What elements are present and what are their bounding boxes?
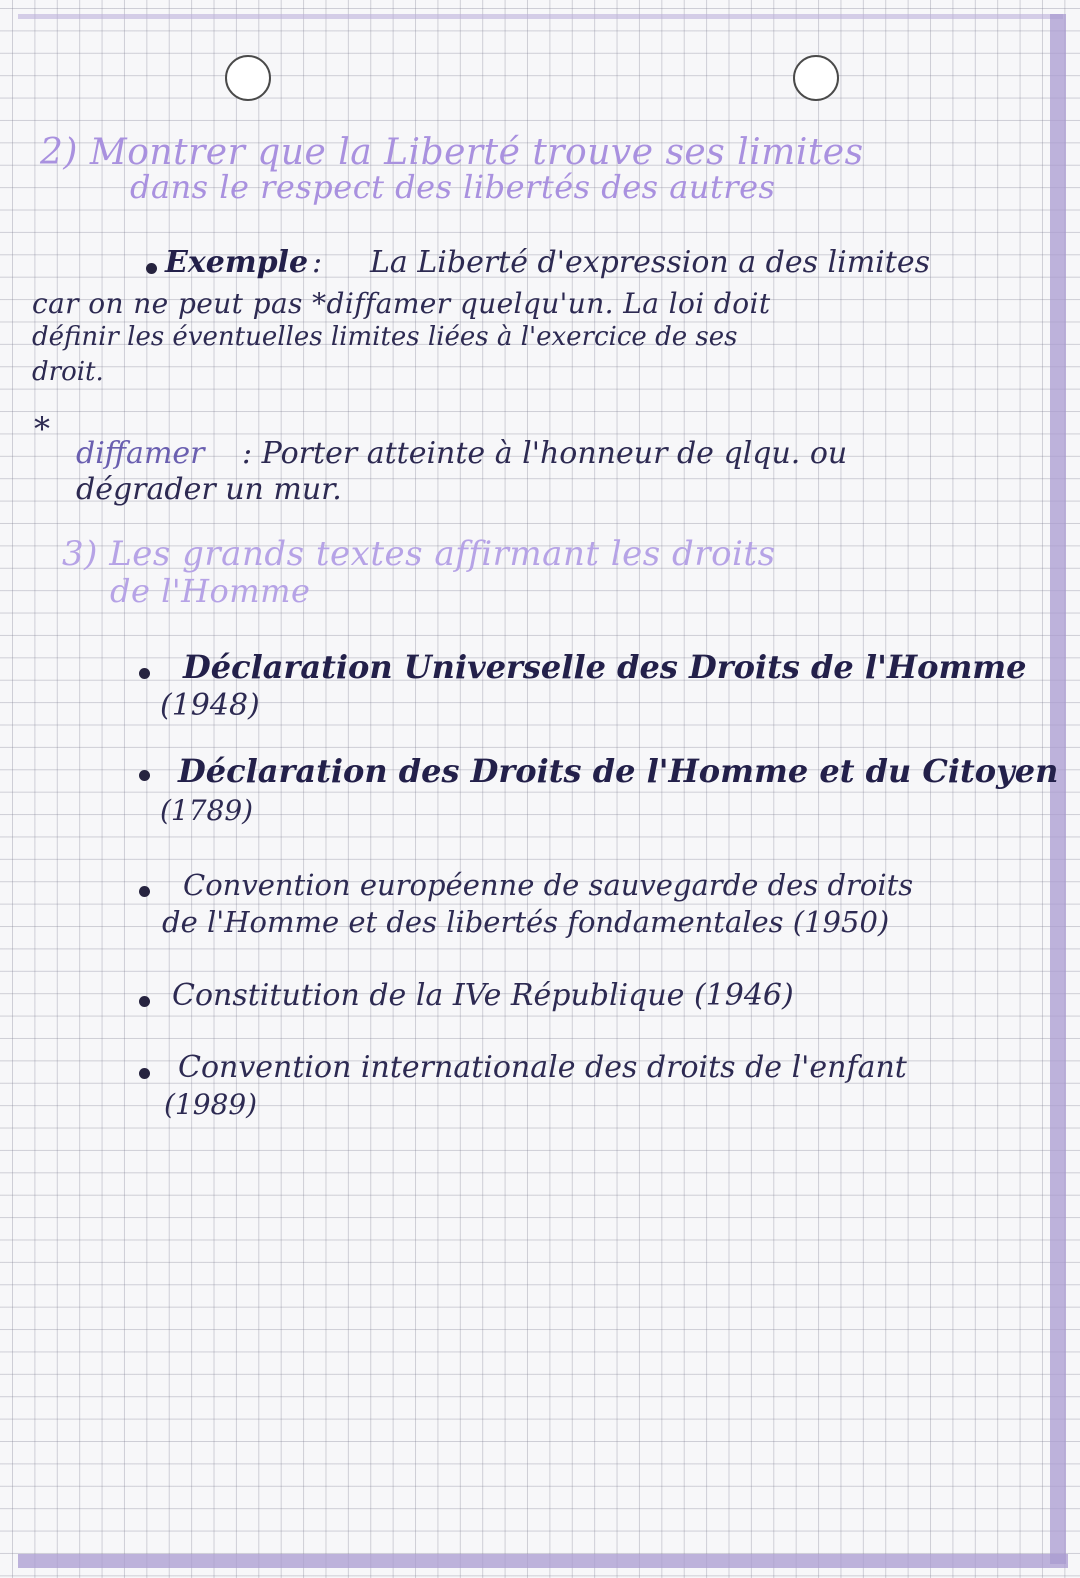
bottom-margin-line — [18, 1554, 1068, 1568]
example-label: Exemple — [165, 245, 309, 280]
list-bullet — [139, 996, 150, 1007]
definition-line2: dégrader un mur. — [76, 472, 342, 507]
definition-term: diffamer — [76, 436, 205, 471]
list-item-4-line1: Constitution de la IVe République (1946) — [172, 978, 794, 1013]
list-item-5-line1: Convention internationale des droits de l'enfant — [178, 1050, 907, 1085]
list-item-2-line1: Déclaration des Droits de l'Homme et du Citoyen — [178, 752, 1059, 790]
top-margin-line — [18, 14, 1063, 19]
list-item-1-line1: Déclaration Universelle des Droits de l'Homme — [183, 648, 1027, 686]
section3-title-line2: de l'Homme — [110, 572, 311, 610]
section2-title-line1: 2) Montrer que la Liberté trouve ses limites — [40, 132, 864, 173]
punch-hole-right — [793, 55, 839, 101]
punch-hole-left — [225, 55, 271, 101]
list-item-1-line2: (1948) — [160, 688, 260, 723]
list-bullet — [139, 770, 150, 781]
list-bullet — [139, 1068, 150, 1079]
example-line2: car on ne peut pas *diffamer quelqu'un. La loi doit — [32, 287, 771, 320]
definition-line1: : Porter atteinte à l'honneur de qlqu. ou — [242, 436, 848, 471]
example-line4: droit. — [32, 357, 104, 387]
example-colon: : — [312, 245, 323, 280]
list-item-3-line2: de l'Homme et des libertés fondamentales (1950) — [162, 905, 890, 939]
section2-title-line2: dans le respect des libertés des autres — [130, 168, 776, 206]
example-bullet — [146, 263, 157, 274]
example-line1: La Liberté d'expression a des limites — [370, 245, 930, 280]
example-line3: définir les éventuelles limites liées à l'exercice de ses — [32, 322, 738, 352]
list-item-5-line2: (1989) — [164, 1088, 258, 1121]
list-bullet — [139, 668, 150, 679]
asterisk: * — [34, 410, 50, 448]
list-item-2-line2: (1789) — [160, 794, 254, 827]
list-bullet — [139, 886, 150, 897]
list-item-3-line1: Convention européenne de sauvegarde des droits — [183, 868, 914, 902]
section3-title-line1: 3) Les grands textes affirmant les droits — [62, 534, 776, 574]
